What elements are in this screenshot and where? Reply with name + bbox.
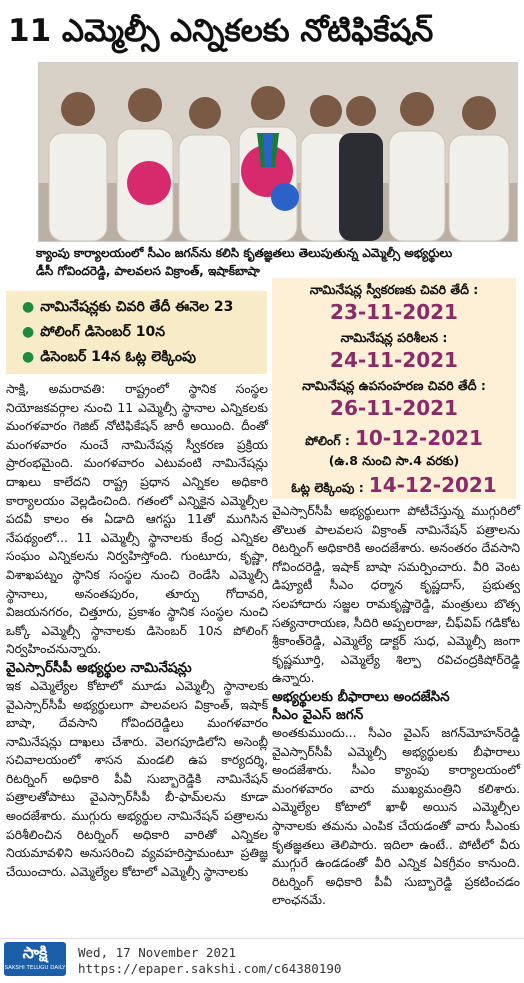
key-point-text: పోలింగ్ డిసెంబర్ 10న: [40, 324, 166, 340]
epaper-url[interactable]: https://epaper.sakshi.com/c64380190: [78, 961, 342, 976]
key-point: [22, 299, 233, 318]
logo-text: సాక్షి: [22, 943, 48, 962]
article-subheading: వైఎస్సార్‌సీపీ అభ్యర్థుల నామినేషన్లు: [6, 659, 192, 676]
bullet-icon: ●: [22, 299, 35, 315]
article-left-column: [6, 380, 268, 881]
bullet-icon: ●: [22, 349, 35, 365]
article-subheading-line-1: అభ్యర్థులకు బీఫారాలు అందజేసిన: [272, 688, 450, 705]
nomination-last-date: 23-11-2021: [330, 300, 458, 324]
bouquet-center-flowers: [271, 183, 299, 211]
publication-date: Wed, 17 November 2021: [78, 945, 237, 960]
sakshi-logo: [4, 942, 66, 976]
key-point-text: నామినేషన్లకు చివరి తేదీ ఈనెల 23: [40, 299, 234, 315]
footer-info: [78, 945, 341, 977]
article-subheading-line-2: సీఎం వైఎస్ జగన్: [272, 706, 364, 723]
counting-label: ఓట్ల లెక్కింపు :: [291, 480, 364, 495]
bouquet-left: [127, 161, 171, 205]
article-paragraph: వైఎస్సార్‌సీపీ అభ్యర్థులుగా పోటీచేస్తున్న ముగ్గురిలో తొలుత పాలవలస విక్రాంత్ నామినేషన్ పత్రాలను రిటర్నింగ్ అధికారికి అందజేశారు. అనంతరం దేవసాని గోవిందరెడ్డి, ఇషాక్ బాషా సమర్పించారు. వీరి వెంట డిప్యూటీ సీఎం ధర్మాన కృష్ణదాస్, ప్రభుత్వ సలహాదారు సజ్జల రామకృష్ణారెడ్డి, మంత్రులు బొత్స సత్యనారాయణ, సీదిరి అప్పలరాజు, చీఫ్‌విప్ గడికోట శ్రీకాంత్‌రెడ్డి, ఎమ్మెల్యే డాక్టర్ సుధ, ఎమ్మెల్సీ జంగా కృష్ణమూర్తి, ఎమ్మెల్యే శిల్పా రవిచంద్రకిషోర్‌రెడ్డి ఉన్నారు.: [272, 504, 520, 686]
bullet-icon: ●: [22, 324, 35, 340]
scrutiny-label: నామినేషన్ల పరిశీలన :: [340, 330, 448, 345]
polling-row: [272, 426, 516, 452]
polling-time: (ఉ.8 నుంచి సా.4 వరకు): [328, 453, 460, 468]
withdrawal-label: నామినేషన్ల ఉపసంహరణ చివరి తేదీ :: [302, 378, 486, 393]
polling-date: 10-12-2021: [354, 426, 483, 450]
counting-date: 14-12-2021: [368, 473, 497, 497]
nomination-last-label: నామినేషన్ల స్వీకరణకు చివరి తేదీ :: [309, 282, 479, 297]
photo-caption: [36, 244, 520, 280]
caption-line-2: డీసీ గోవిందరెడ్డి, పాలవలస విక్రాంత్, ఇషాక్‌బాషా: [36, 264, 260, 278]
news-photo-illustration: [39, 63, 517, 241]
counting-row: [272, 473, 516, 499]
article-paragraph: ఇక ఎమ్మెల్యేల కోటాలో మూడు ఎమ్మెల్సీ స్థానాలకు వైఎస్సార్‌సీపీ అభ్యర్థులుగా పాలవలస విక్రాంత్, ఇషాక్ బాషా, దేవసాని గోవిందరెడ్డిలు మంగళవారం నామినేషన్లు దాఖలు చేశారు. వెలగపూడిలోని అసెంబ్లీ సచివాలయంలో శాసన మండలి ఉప కార్యదర్శి, రిటర్నింగ్ అధికారి పీవీ సుబ్బారెడ్డికి నామినేషన్ పత్రాలతోపాటు వైఎస్సార్‌సీపీ బీ-ఫామ్‌లను కూడా అందజేశారు. ముగ్గురు అభ్యర్థుల నామినేషన్ పత్రాలను పరిశీలించిన రిటర్నింగ్ అధికారి వారితో ఎన్నికల నియమావళిని అనుసరించి వ్యవహరిస్తామంటూ ప్రతిజ్ఞ చేయించారు. ఎమ్మెల్యేల కోటాలో ఎమ్మెల్సీ స్థానాలకు: [6, 678, 268, 879]
article-paragraph: సాక్షి, అమరావతి: రాష్ట్రంలో స్థానిక సంస్థల నియోజకవర్గాల నుంచి 11 ఎమ్మెల్సీ స్థానాల ఎన్నికలకు మంగళవారం గెజిట్ నోటిఫికేషన్ జారీ అయింది. దీంతో మంగళవారం నుంచే నామినేషన్ల స్వీకరణ ప్రక్రియ ప్రారంభమైంది. మంగళవారం ఎటువంటి నామినేషన్లు దాఖలు కాలేదని రాష్ట్ర ప్రధాన ఎన్నికల అధికారి కార్యాలయం వెల్లడించింది. గతంలో ఎన్నికైన ఎమ్మెల్సీల పదవీ కాలం ఈ ఏడాది ఆగస్టు 11తో ముగిసిన నేపథ్యంలో... 11 ఎమ్మెల్సీ స్థానాలకు కేంద్ర ఎన్నికల సంఘం ఎన్నికలను నిర్వహిస్తోంది. గుంటూరు, కృష్ణా, విశాఖపట్నం స్థానిక సంస్థల నుంచి రెండేసి ఎమ్మెల్సీ స్థానాలు, అనంతపురం, తూర్పు గోదావరి, విజయనగరం, చిత్తూరు, ప్రకాశం స్థానిక సంస్థల నుంచి ఒక్కో ఎమ్మెల్సీ స్థానాలకు డిసెంబర్ 10న పోలింగ్ నిర్వహించనున్నారు.: [6, 382, 268, 657]
polling-label: పోలింగ్ :: [305, 433, 350, 448]
key-point: [22, 349, 196, 368]
logo-subtext: SAKSHI TELUGU DAILY: [4, 965, 66, 971]
key-point: [22, 324, 165, 343]
key-points-box: [6, 291, 267, 374]
article-right-column: [272, 502, 520, 910]
schedule-box: [272, 278, 516, 499]
news-photo: [38, 62, 518, 242]
scrutiny-date: 24-11-2021: [330, 348, 458, 372]
headline: 11 ఎమ్మెల్సీ ఎన్నికలకు నోటిఫికేషన్: [8, 13, 434, 49]
key-point-text: డిసెంబర్ 14న ఓట్ల లెక్కింపు: [40, 349, 197, 365]
article-paragraph: అంతకుముందు... సీఎం వైఎస్ జగన్‌మోహన్‌రెడ్డి వైఎస్సార్‌సీపీ ఎమ్మెల్సీ అభ్యర్థులకు బీఫారాలు అందజేశారు. సీఎం క్యాంపు కార్యాలయంలో మంగళవారం వారు ముఖ్యమంత్రిని కలిశారు. ఎమ్మెల్యేల కోటాలో ఖాళీ అయిన ఎమ్మెల్సీల స్థానాలకు తమను ఎంపిక చేయడంతో వారు సీఎంకు కృతజ్ఞతలు తెలిపారు. ఇదిలా ఉంటే.. పోటీలో వీరు ముగ్గురే ఉండడంతో వీరి ఎన్నిక ఏకగ్రీవం కానుంది. రిటర్నింగ్ అధికారి పీవీ సుబ్బారెడ్డి ప్రకటించడం లాంఛనమే.: [272, 725, 520, 908]
withdrawal-date: 26-11-2021: [330, 396, 458, 420]
caption-line-1: క్యాంపు కార్యాలయంలో సీఎం జగన్‌ను కలిసి కృతజ్ఞతలు తెలుపుతున్న ఎమ్మెల్సీ అభ్యర్థులు: [36, 246, 453, 260]
